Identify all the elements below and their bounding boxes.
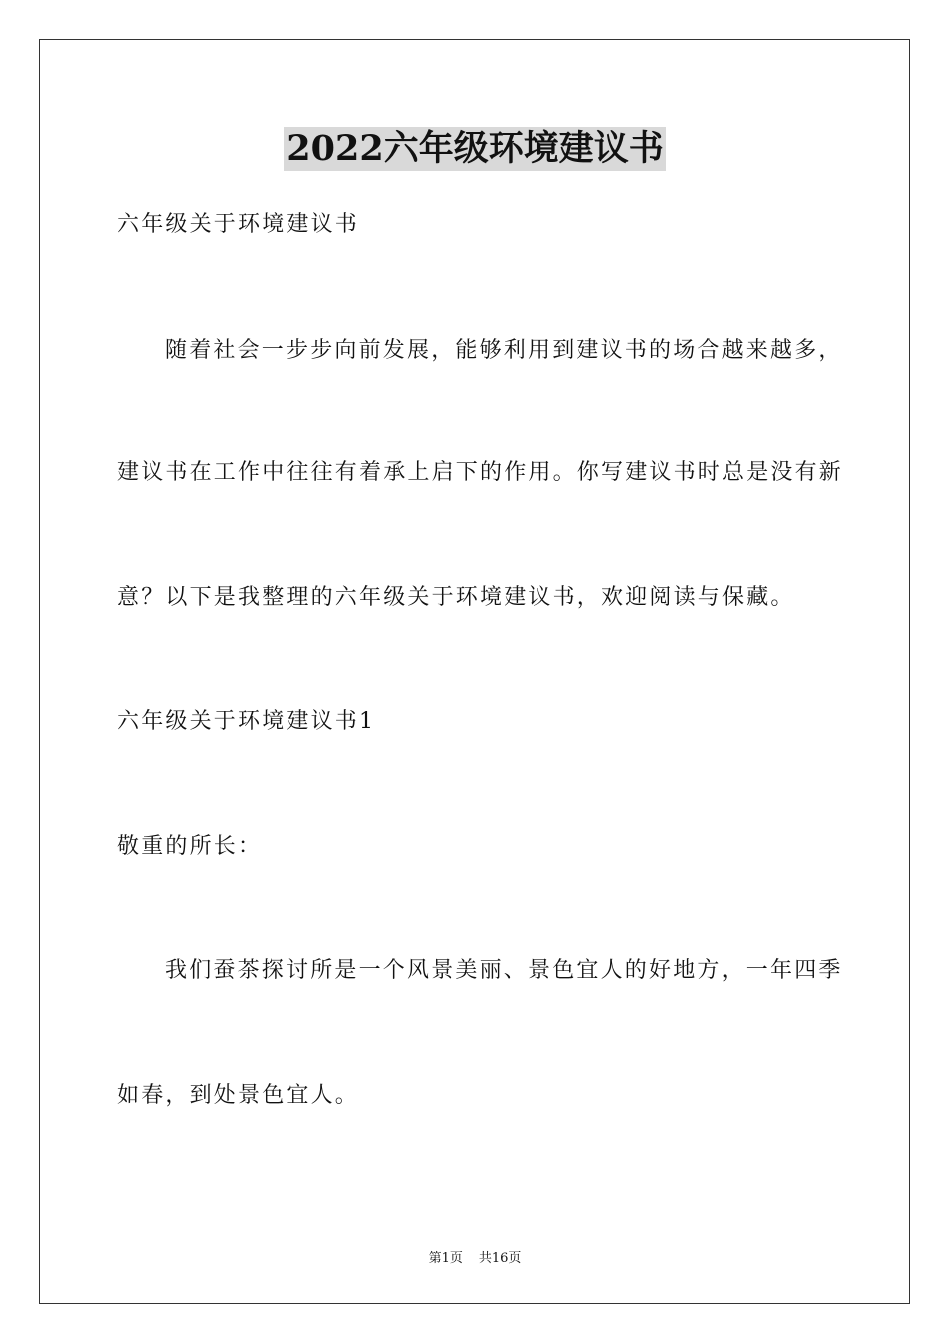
page-footer — [0, 1247, 950, 1266]
salutation-line: 敬重的所长： — [117, 834, 263, 859]
subtitle-line: 六年级关于环境建议书 — [117, 212, 360, 237]
paragraph-line: 随着社会一步步向前发展，能够利用到建议书的场合越来越多， — [165, 338, 843, 363]
paragraph-line: 如春，到处景色宜人。 — [117, 1083, 360, 1108]
paragraph-line: 我们蚕茶探讨所是一个风景美丽、景色宜人的好地方，一年四季 — [165, 958, 843, 983]
paragraph-line: 意？以下是我整理的六年级关于环境建议书，欢迎阅读与保藏。 — [117, 585, 795, 610]
total-pages: 共16页 — [478, 1251, 522, 1266]
section-heading: 六年级关于环境建议书1 — [117, 709, 376, 734]
document-title: 2022六年级环境建议书 — [286, 128, 664, 169]
document-title-row — [0, 127, 950, 177]
page-number: 第1页 — [428, 1251, 463, 1266]
paragraph-line: 建议书在工作中往往有着承上启下的作用。你写建议书时总是没有新 — [117, 460, 844, 485]
